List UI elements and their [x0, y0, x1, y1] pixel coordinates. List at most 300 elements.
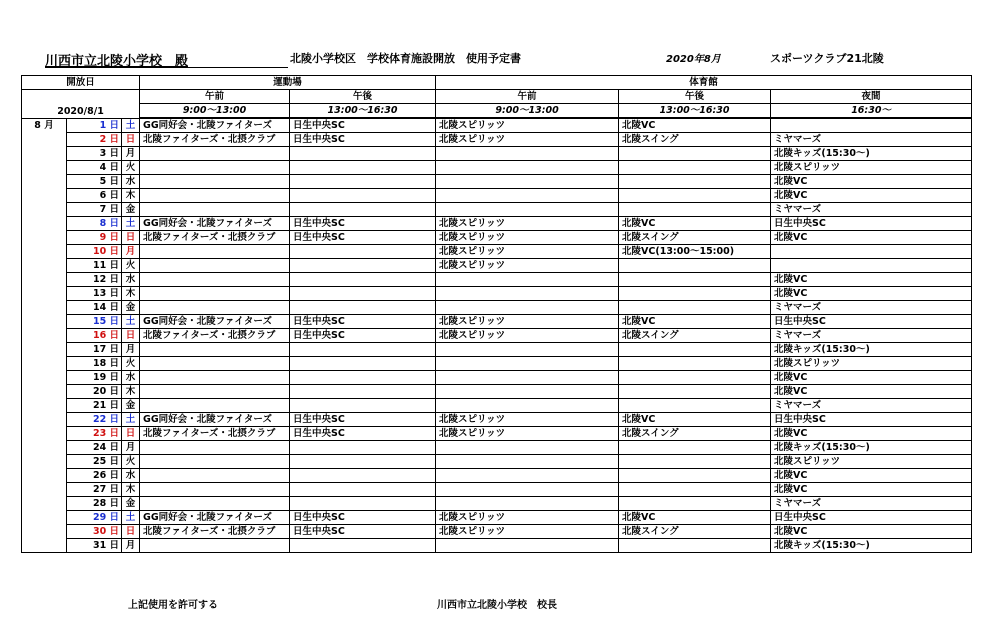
weekday-cell: 月 — [122, 539, 140, 553]
taiikukan-night-cell: 北陵VC — [771, 483, 972, 497]
taiikukan-pm-cell — [619, 301, 771, 315]
taiikukan-am-cell — [436, 273, 619, 287]
taiikukan-am-cell — [436, 539, 619, 553]
taiikukan-am-cell — [436, 371, 619, 385]
undojo-pm-cell — [290, 371, 436, 385]
month-cell — [22, 217, 67, 231]
undojo-am-cell — [140, 399, 290, 413]
weekday-cell: 土 — [122, 511, 140, 525]
day-cell: 7 日 — [67, 203, 122, 217]
weekday-cell: 木 — [122, 483, 140, 497]
undojo-pm-cell — [290, 245, 436, 259]
principal-signature-line: 川西市立北陵小学校 校長 — [437, 600, 557, 611]
undojo-pm-cell: 日生中央SC — [290, 525, 436, 539]
weekday-cell: 木 — [122, 189, 140, 203]
taiikukan-pm-cell: 北陵VC — [619, 217, 771, 231]
club-name: スポーツクラブ21北陵 — [770, 52, 884, 65]
day-cell: 31 日 — [67, 539, 122, 553]
taiikukan-pm-cell: 北陵VC(13:00～15:00) — [619, 245, 771, 259]
weekday-cell: 土 — [122, 118, 140, 133]
taiikukan-night-cell: 北陵スピリッツ — [771, 161, 972, 175]
taiikukan-am-cell: 北陵スピリッツ — [436, 245, 619, 259]
month-cell — [22, 203, 67, 217]
weekday-cell: 日 — [122, 525, 140, 539]
taiikukan-night-cell: ミヤマーズ — [771, 497, 972, 511]
weekday-cell: 水 — [122, 371, 140, 385]
document-title: 北陵小学校区 学校体育施設開放 使用予定書 — [290, 52, 521, 65]
undojo-am-cell — [140, 469, 290, 483]
month-cell — [22, 441, 67, 455]
month-cell — [22, 161, 67, 175]
table-row — [22, 357, 972, 371]
taiikukan-night-cell: 北陵VC — [771, 385, 972, 399]
undojo-pm-cell: 日生中央SC — [290, 217, 436, 231]
weekday-cell: 月 — [122, 343, 140, 357]
day-cell: 26 日 — [67, 469, 122, 483]
table-row — [22, 175, 972, 189]
month-cell — [22, 133, 67, 147]
month-cell — [22, 301, 67, 315]
month-cell — [22, 511, 67, 525]
month-cell: 8 月 — [22, 118, 67, 133]
weekday-cell: 火 — [122, 161, 140, 175]
taiikukan-night-cell: ミヤマーズ — [771, 133, 972, 147]
taiikukan-pm-cell: 北陵VC — [619, 315, 771, 329]
weekday-cell: 木 — [122, 287, 140, 301]
table-row — [22, 259, 972, 273]
undojo-pm-cell — [290, 441, 436, 455]
schedule-rows — [22, 118, 972, 553]
taiikukan-am-cell: 北陵スピリッツ — [436, 427, 619, 441]
month-cell — [22, 413, 67, 427]
undojo-pm-cell — [290, 189, 436, 203]
table-row — [22, 301, 972, 315]
undojo-am-cell — [140, 301, 290, 315]
month-cell — [22, 287, 67, 301]
weekday-cell: 土 — [122, 217, 140, 231]
taiikukan-am-cell — [436, 175, 619, 189]
taiikukan-night-cell: ミヤマーズ — [771, 203, 972, 217]
undojo-am-cell — [140, 245, 290, 259]
taiikukan-am-cell — [436, 441, 619, 455]
day-cell: 2 日 — [67, 133, 122, 147]
taiikukan-am-cell — [436, 357, 619, 371]
month-cell — [22, 259, 67, 273]
table-row — [22, 147, 972, 161]
taiikukan-night-cell: 北陵キッズ(15:30～) — [771, 539, 972, 553]
weekday-cell: 金 — [122, 301, 140, 315]
table-row — [22, 455, 972, 469]
table-row — [22, 203, 972, 217]
month-cell — [22, 399, 67, 413]
weekday-cell: 日 — [122, 231, 140, 245]
undojo-am-cell — [140, 343, 290, 357]
day-cell: 25 日 — [67, 455, 122, 469]
undojo-pm-cell — [290, 539, 436, 553]
undojo-pm-cell — [290, 147, 436, 161]
undojo-am-time: 9:00～13:00 — [140, 104, 290, 119]
schedule-table — [21, 75, 972, 553]
undojo-am-cell: 北陵ファイターズ・北摂クラブ — [140, 329, 290, 343]
undojo-am-cell: 北陵ファイターズ・北摂クラブ — [140, 231, 290, 245]
document-month: 2020年8月 — [666, 54, 721, 65]
weekday-cell: 日 — [122, 329, 140, 343]
taiikukan-am-cell — [436, 147, 619, 161]
weekday-cell: 水 — [122, 469, 140, 483]
taiikukan-night-time: 16:30～ — [771, 104, 972, 119]
table-row — [22, 189, 972, 203]
taiikukan-night-cell: 北陵スピリッツ — [771, 357, 972, 371]
taiikukan-pm-cell — [619, 161, 771, 175]
day-cell: 9 日 — [67, 231, 122, 245]
day-cell: 21 日 — [67, 399, 122, 413]
day-cell: 10 日 — [67, 245, 122, 259]
undojo-am-cell — [140, 147, 290, 161]
taiikukan-pm-cell — [619, 287, 771, 301]
taiikukan-pm-cell: 北陵VC — [619, 118, 771, 133]
taiikukan-am-cell — [436, 189, 619, 203]
table-row — [22, 525, 972, 539]
taiikukan-pm-header: 午後 — [619, 90, 771, 104]
month-cell — [22, 175, 67, 189]
month-cell — [22, 483, 67, 497]
undojo-pm-cell: 日生中央SC — [290, 511, 436, 525]
undojo-pm-cell — [290, 385, 436, 399]
taiikukan-am-cell — [436, 469, 619, 483]
undojo-pm-cell — [290, 455, 436, 469]
month-cell — [22, 427, 67, 441]
undojo-pm-cell — [290, 161, 436, 175]
weekday-cell: 木 — [122, 385, 140, 399]
day-cell: 19 日 — [67, 371, 122, 385]
undojo-am-cell: GG同好会・北陵ファイターズ — [140, 511, 290, 525]
day-cell: 8 日 — [67, 217, 122, 231]
month-cell — [22, 231, 67, 245]
undojo-am-cell — [140, 259, 290, 273]
day-cell: 24 日 — [67, 441, 122, 455]
undojo-pm-cell: 日生中央SC — [290, 133, 436, 147]
taiikukan-pm-cell — [619, 385, 771, 399]
taiikukan-pm-cell: 北陵VC — [619, 511, 771, 525]
table-row — [22, 287, 972, 301]
taiikukan-night-cell: 北陵スピリッツ — [771, 455, 972, 469]
kaiho-date: 2020/8/1 — [22, 90, 140, 119]
day-cell: 18 日 — [67, 357, 122, 371]
undojo-pm-header: 午後 — [290, 90, 436, 104]
undojo-pm-cell: 日生中央SC — [290, 231, 436, 245]
taiikukan-am-cell — [436, 497, 619, 511]
table-row — [22, 315, 972, 329]
undojo-am-cell — [140, 161, 290, 175]
taiikukan-pm-cell — [619, 399, 771, 413]
taiikukan-pm-cell — [619, 343, 771, 357]
table-row — [22, 483, 972, 497]
day-cell: 12 日 — [67, 273, 122, 287]
day-cell: 16 日 — [67, 329, 122, 343]
undojo-pm-cell — [290, 259, 436, 273]
undojo-am-cell: 北陵ファイターズ・北摂クラブ — [140, 525, 290, 539]
undojo-am-cell — [140, 371, 290, 385]
taiikukan-pm-cell — [619, 469, 771, 483]
weekday-cell: 月 — [122, 441, 140, 455]
taiikukan-pm-cell: 北陵スイング — [619, 329, 771, 343]
table-row — [22, 497, 972, 511]
undojo-header: 運動場 — [140, 76, 436, 90]
undojo-pm-cell — [290, 301, 436, 315]
taiikukan-am-cell: 北陵スピリッツ — [436, 511, 619, 525]
weekday-cell: 火 — [122, 357, 140, 371]
taiikukan-night-cell: ミヤマーズ — [771, 329, 972, 343]
undojo-pm-cell — [290, 357, 436, 371]
taiikukan-pm-cell — [619, 441, 771, 455]
taiikukan-night-cell: 北陵VC — [771, 287, 972, 301]
undojo-pm-cell — [290, 399, 436, 413]
taiikukan-am-cell — [436, 385, 619, 399]
taiikukan-am-header: 午前 — [436, 90, 619, 104]
day-cell: 17 日 — [67, 343, 122, 357]
taiikukan-night-cell: 日生中央SC — [771, 217, 972, 231]
table-row — [22, 371, 972, 385]
undojo-am-cell — [140, 483, 290, 497]
taiikukan-pm-cell — [619, 497, 771, 511]
taiikukan-pm-cell: 北陵スイング — [619, 427, 771, 441]
table-row — [22, 231, 972, 245]
undojo-am-cell: 北陵ファイターズ・北摂クラブ — [140, 133, 290, 147]
undojo-pm-cell: 日生中央SC — [290, 329, 436, 343]
undojo-pm-cell — [290, 273, 436, 287]
taiikukan-night-cell: 北陵VC — [771, 371, 972, 385]
day-cell: 4 日 — [67, 161, 122, 175]
month-cell — [22, 539, 67, 553]
weekday-cell: 月 — [122, 147, 140, 161]
taiikukan-night-header: 夜間 — [771, 90, 972, 104]
undojo-am-cell — [140, 175, 290, 189]
taiikukan-am-cell — [436, 455, 619, 469]
taiikukan-am-cell — [436, 161, 619, 175]
day-cell: 20 日 — [67, 385, 122, 399]
month-cell — [22, 385, 67, 399]
day-cell: 30 日 — [67, 525, 122, 539]
taiikukan-am-cell: 北陵スピリッツ — [436, 525, 619, 539]
taiikukan-pm-time: 13:00～16:30 — [619, 104, 771, 119]
taiikukan-night-cell — [771, 245, 972, 259]
taiikukan-am-cell — [436, 203, 619, 217]
day-cell: 27 日 — [67, 483, 122, 497]
undojo-pm-cell — [290, 469, 436, 483]
month-cell — [22, 525, 67, 539]
taiikukan-pm-cell: 北陵VC — [619, 413, 771, 427]
table-row — [22, 399, 972, 413]
table-row — [22, 161, 972, 175]
undojo-am-cell: GG同好会・北陵ファイターズ — [140, 315, 290, 329]
taiikukan-am-cell — [436, 399, 619, 413]
permit-statement: 上記使用を許可する — [128, 600, 218, 611]
table-row — [22, 329, 972, 343]
table-row — [22, 245, 972, 259]
month-cell — [22, 245, 67, 259]
taiikukan-pm-cell — [619, 357, 771, 371]
undojo-am-cell: GG同好会・北陵ファイターズ — [140, 118, 290, 133]
taiikukan-pm-cell: 北陵スイング — [619, 525, 771, 539]
undojo-pm-cell — [290, 483, 436, 497]
weekday-cell: 火 — [122, 259, 140, 273]
taiikukan-night-cell: 北陵VC — [771, 525, 972, 539]
day-cell: 29 日 — [67, 511, 122, 525]
undojo-am-cell — [140, 385, 290, 399]
table-row — [22, 441, 972, 455]
table-row — [22, 217, 972, 231]
taiikukan-pm-cell — [619, 455, 771, 469]
undojo-am-cell — [140, 357, 290, 371]
taiikukan-pm-cell — [619, 539, 771, 553]
weekday-cell: 月 — [122, 245, 140, 259]
taiikukan-pm-cell — [619, 371, 771, 385]
kaiho-label: 開放日 — [22, 76, 140, 90]
undojo-am-cell — [140, 189, 290, 203]
table-row — [22, 511, 972, 525]
taiikukan-pm-cell: 北陵スイング — [619, 231, 771, 245]
undojo-am-cell — [140, 539, 290, 553]
undojo-pm-cell — [290, 175, 436, 189]
undojo-pm-cell: 日生中央SC — [290, 315, 436, 329]
undojo-pm-cell — [290, 343, 436, 357]
taiikukan-am-cell: 北陵スピリッツ — [436, 231, 619, 245]
taiikukan-pm-cell — [619, 189, 771, 203]
taiikukan-pm-cell — [619, 259, 771, 273]
taiikukan-am-cell — [436, 483, 619, 497]
undojo-am-cell: 北陵ファイターズ・北摂クラブ — [140, 427, 290, 441]
taiikukan-am-cell — [436, 343, 619, 357]
table-row — [22, 343, 972, 357]
weekday-cell: 日 — [122, 427, 140, 441]
taiikukan-header: 体育館 — [436, 76, 972, 90]
table-row — [22, 273, 972, 287]
undojo-pm-cell — [290, 203, 436, 217]
taiikukan-am-cell — [436, 287, 619, 301]
taiikukan-am-time: 9:00～13:00 — [436, 104, 619, 119]
taiikukan-night-cell: 北陵VC — [771, 469, 972, 483]
day-cell: 13 日 — [67, 287, 122, 301]
weekday-cell: 金 — [122, 399, 140, 413]
taiikukan-night-cell: 日生中央SC — [771, 511, 972, 525]
undojo-pm-cell: 日生中央SC — [290, 413, 436, 427]
weekday-cell: 日 — [122, 133, 140, 147]
taiikukan-am-cell: 北陵スピリッツ — [436, 315, 619, 329]
taiikukan-night-cell — [771, 259, 972, 273]
month-cell — [22, 455, 67, 469]
table-row — [22, 413, 972, 427]
month-cell — [22, 357, 67, 371]
undojo-am-cell — [140, 203, 290, 217]
undojo-pm-cell: 日生中央SC — [290, 118, 436, 133]
weekday-cell: 火 — [122, 455, 140, 469]
taiikukan-night-cell: 北陵VC — [771, 231, 972, 245]
day-cell: 11 日 — [67, 259, 122, 273]
day-cell: 14 日 — [67, 301, 122, 315]
table-row — [22, 427, 972, 441]
taiikukan-pm-cell — [619, 175, 771, 189]
day-cell: 15 日 — [67, 315, 122, 329]
undojo-pm-cell: 日生中央SC — [290, 427, 436, 441]
weekday-cell: 土 — [122, 315, 140, 329]
taiikukan-night-cell: ミヤマーズ — [771, 399, 972, 413]
undojo-pm-cell — [290, 287, 436, 301]
undojo-pm-time: 13:00～16:30 — [290, 104, 436, 119]
taiikukan-am-cell — [436, 301, 619, 315]
taiikukan-night-cell: 日生中央SC — [771, 413, 972, 427]
table-row — [22, 469, 972, 483]
month-cell — [22, 371, 67, 385]
weekday-cell: 金 — [122, 497, 140, 511]
taiikukan-am-cell: 北陵スピリッツ — [436, 259, 619, 273]
month-cell — [22, 469, 67, 483]
taiikukan-am-cell: 北陵スピリッツ — [436, 133, 619, 147]
taiikukan-pm-cell — [619, 483, 771, 497]
table-row — [22, 539, 972, 553]
weekday-cell: 金 — [122, 203, 140, 217]
month-cell — [22, 343, 67, 357]
taiikukan-am-cell: 北陵スピリッツ — [436, 118, 619, 133]
undojo-am-header: 午前 — [140, 90, 290, 104]
undojo-am-cell: GG同好会・北陵ファイターズ — [140, 217, 290, 231]
day-cell: 1 日 — [67, 118, 122, 133]
month-cell — [22, 315, 67, 329]
taiikukan-night-cell: ミヤマーズ — [771, 301, 972, 315]
table-row — [22, 385, 972, 399]
table-row — [22, 118, 972, 133]
undojo-am-cell — [140, 273, 290, 287]
weekday-cell: 土 — [122, 413, 140, 427]
taiikukan-pm-cell — [619, 273, 771, 287]
undojo-am-cell — [140, 455, 290, 469]
taiikukan-night-cell — [771, 118, 972, 133]
day-cell: 5 日 — [67, 175, 122, 189]
undojo-am-cell — [140, 287, 290, 301]
taiikukan-am-cell: 北陵スピリッツ — [436, 329, 619, 343]
day-cell: 23 日 — [67, 427, 122, 441]
taiikukan-night-cell: 北陵キッズ(15:30～) — [771, 147, 972, 161]
month-cell — [22, 273, 67, 287]
addressee-school: 川西市立北陵小学校 殿 — [45, 54, 189, 69]
day-cell: 3 日 — [67, 147, 122, 161]
addressee-underline — [45, 67, 288, 68]
taiikukan-pm-cell — [619, 147, 771, 161]
month-cell — [22, 189, 67, 203]
day-cell: 6 日 — [67, 189, 122, 203]
taiikukan-night-cell: 北陵キッズ(15:30～) — [771, 441, 972, 455]
taiikukan-night-cell: 北陵VC — [771, 427, 972, 441]
month-cell — [22, 329, 67, 343]
undojo-pm-cell — [290, 497, 436, 511]
taiikukan-night-cell: 北陵VC — [771, 189, 972, 203]
taiikukan-night-cell: 北陵VC — [771, 273, 972, 287]
month-cell — [22, 497, 67, 511]
weekday-cell: 水 — [122, 175, 140, 189]
taiikukan-pm-cell: 北陵スイング — [619, 133, 771, 147]
taiikukan-night-cell: 北陵キッズ(15:30～) — [771, 343, 972, 357]
taiikukan-night-cell: 北陵VC — [771, 175, 972, 189]
undojo-am-cell — [140, 441, 290, 455]
day-cell: 28 日 — [67, 497, 122, 511]
undojo-am-cell: GG同好会・北陵ファイターズ — [140, 413, 290, 427]
undojo-am-cell — [140, 497, 290, 511]
taiikukan-am-cell: 北陵スピリッツ — [436, 413, 619, 427]
weekday-cell: 水 — [122, 273, 140, 287]
taiikukan-pm-cell — [619, 203, 771, 217]
day-cell: 22 日 — [67, 413, 122, 427]
taiikukan-am-cell: 北陵スピリッツ — [436, 217, 619, 231]
month-cell — [22, 147, 67, 161]
